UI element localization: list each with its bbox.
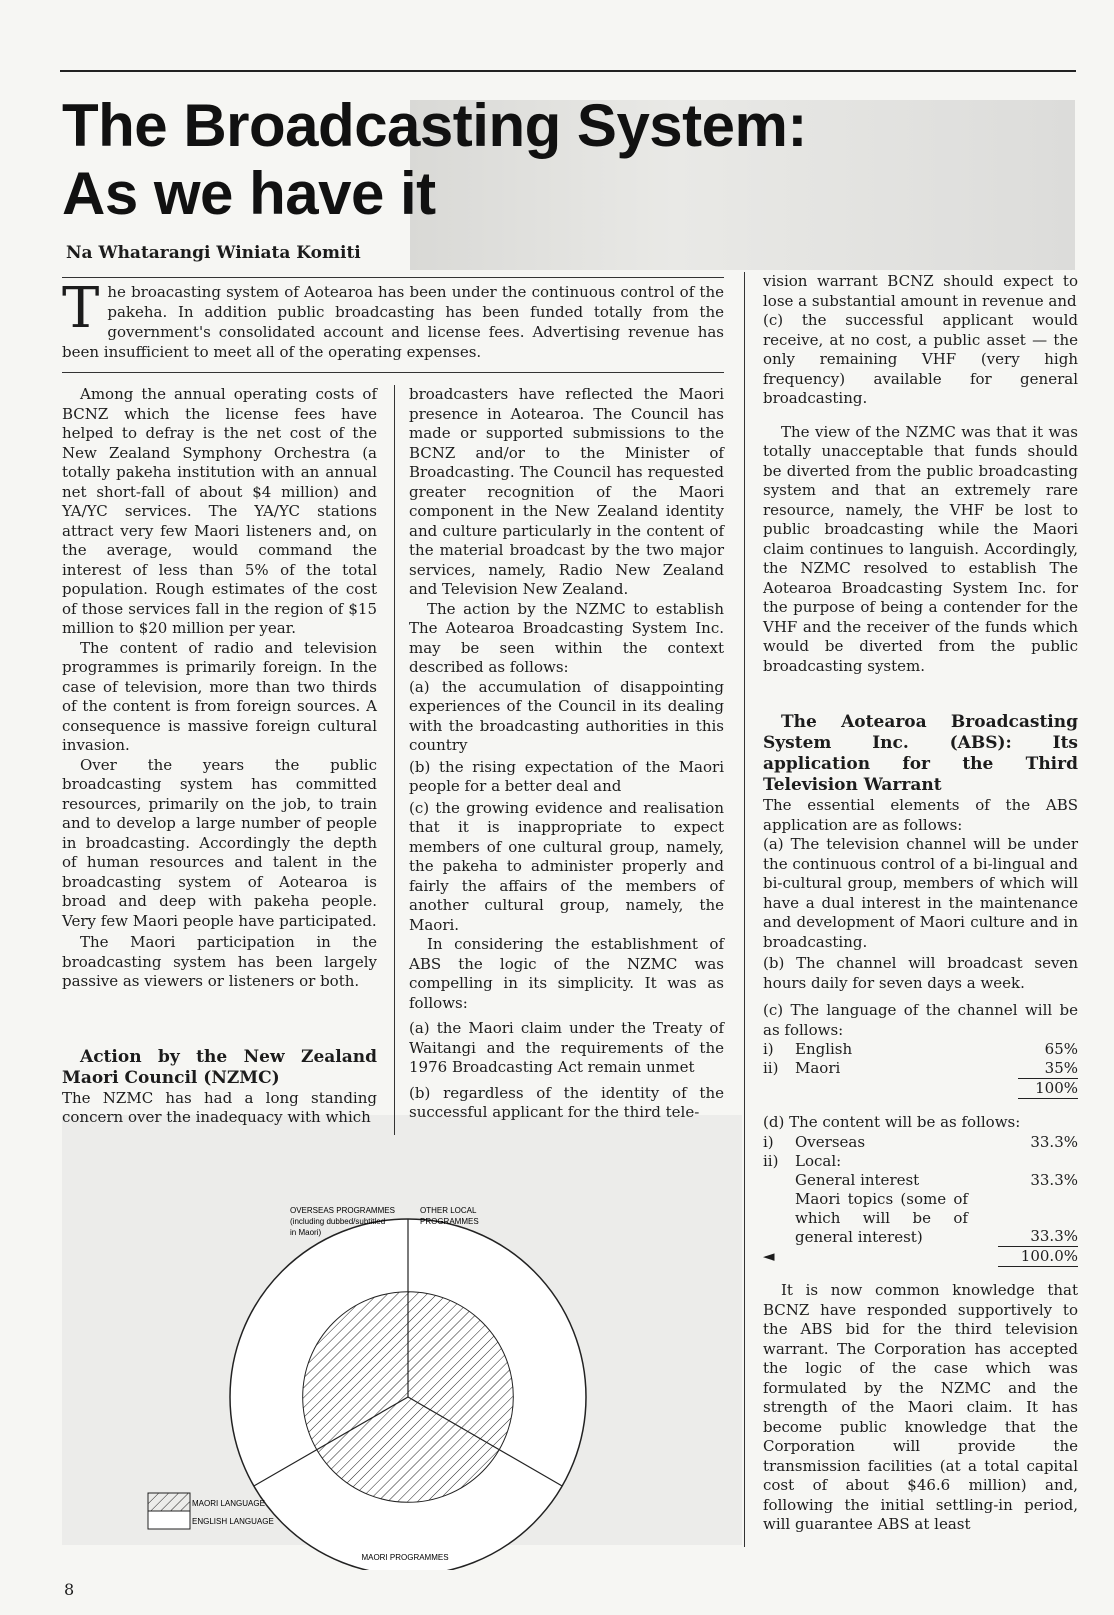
legend-label-maori: MAORI LANGUAGE [192, 1499, 265, 1508]
row-value: 33.3% [998, 1190, 1078, 1247]
row-name: Local: [795, 1151, 842, 1170]
paragraph: The action by the NZMC to establish The Aotearoa Broadcasting System Inc. may be seen within the context described as follows: [409, 599, 724, 676]
column-1 [62, 385, 377, 1128]
paragraph: The NZMC has had a long standing concern over the inadequacy with which [62, 1088, 377, 1126]
row-value: 35% [1018, 1059, 1078, 1079]
intro-rule-top [62, 277, 724, 278]
total-value: 100.0% [998, 1247, 1078, 1267]
paragraph: Over the years the public broadcasting system has committed resources, primarily on the job, to train and to develop a large number of people in broadcasting. Accordingly the depth of human resources and talent in the broadcasting system of Aotearoa is broad and deep with pakeha people. Very few Maori people have participated. [62, 755, 377, 930]
row-name: General interest [795, 1170, 920, 1189]
intro-text: he broacasting system of Aotearoa has been under the continuous control of the pakeha. In addition public broadcasting has been funded totally from the government's consolidated account and license fees. Advertising revenue has been insufficient to meet all of the operating expenses. [62, 283, 724, 361]
intro-paragraph [62, 276, 724, 362]
maori-programmes-label: MAORI PROGRAMMES [361, 1553, 449, 1562]
content-table [763, 1133, 1078, 1268]
row-name: Overseas [795, 1132, 866, 1151]
paragraph: The content of radio and television programmes is primarily foreign. In the case of television, more than two thirds of the content is from foreign sources. A consequence is massive foreign cultural invasion. [62, 638, 377, 754]
list-item: (b) The channel will broadcast seven hours daily for seven days a week. [763, 954, 1078, 992]
table-row [763, 1133, 1078, 1152]
pie-marks [230, 1219, 586, 1570]
row-value: 65% [1044, 1040, 1078, 1058]
list-item: (a) the Maori claim under the Treaty of Waitangi and the requirements of the 1976 Broadcasting Act remain unmet [409, 1019, 724, 1076]
column-rule-1 [394, 385, 395, 1135]
row-value: 33.3% [1030, 1132, 1078, 1151]
list-item: (a) the accumulation of disappointing experiences of the Council in its dealing with the broadcasting authorities in this country [409, 677, 724, 754]
title-line-1: The Broadcasting System: [62, 92, 807, 159]
legend-swatch-plain [148, 1511, 190, 1529]
list-item: (d) The content will be as follows: [763, 1113, 1021, 1131]
programme-pie-chart [140, 1165, 660, 1570]
paragraph: The view of the NZMC was that it was totally unacceptable that funds should be diverted from the public broadcasting system and that an extremely rare resource, namely, the VHF be lost to public broadcasting while the Maori claim continues to languish. Accordingly, the NZMC resolved to establish The Aotearoa Broadcasting System Inc. for the purpose of being a contender for the VHF and the receiver of the funds which would be diverted from the public broadcasting system. [763, 422, 1078, 675]
paragraph: vision warrant BCNZ should expect to lose a substantial amount in revenue and [763, 272, 1078, 310]
page-number: 8 [64, 1580, 75, 1599]
row-name: Maori topics (some of which will be of general interest) [795, 1189, 968, 1246]
overseas-label-2: (including dubbed/subtitled [290, 1217, 386, 1226]
list-item: (b) the rising expectation of the Maori people for a better deal and [409, 757, 724, 795]
paragraph: It is now common knowledge that BCNZ have responded supportively to the ABS bid for the third television warrant. The Corporation has accepted the logic of the case which was formulated by the NZMC and the strength of the Maori claim. It has become public knowledge that the Corporation will provide the transmission facilities (at a total capital cost of about $46.6 million) and, following the initial settling-in period, will guarantee ABS at least [763, 1281, 1078, 1533]
paragraph: The essential elements of the ABS application are as follows: [763, 796, 1078, 834]
list-item: (c) the growing evidence and realisation that it is inappropriate to expect members of one cultural group, namely, the pakeha to administer properly and fairly the affairs of the members of another cultural group, namely, the Maori. [409, 798, 724, 934]
table-row [763, 1079, 1078, 1099]
other-local-label-2: PROGRAMMES [420, 1217, 479, 1226]
total-value: 100% [1018, 1079, 1078, 1099]
row-name: Maori [795, 1059, 841, 1077]
overseas-label-1: OVERSEAS PROGRAMMES [290, 1206, 395, 1215]
language-table [763, 1040, 1078, 1099]
intro-rule-bottom [62, 372, 724, 373]
column-3 [763, 272, 1078, 1535]
legend-swatch-hatched [148, 1493, 190, 1511]
arrow-icon: ◄ [763, 1246, 775, 1265]
row-value: 33.3% [1030, 1170, 1078, 1189]
table-row [763, 1190, 1078, 1247]
list-item: (b) regardless of the identity of the successful applicant for the third tele- [409, 1083, 724, 1121]
paragraph: In considering the establishment of ABS the logic of the NZMC was compelling in its simplicity. It was as follows: [409, 935, 724, 1012]
column-2 [409, 385, 724, 1123]
paragraph: The Maori participation in the broadcasting system has been largely passive as viewers or listeners or both. [62, 933, 377, 990]
overseas-label-3: in Maori) [290, 1228, 322, 1237]
section-heading: Action by the New Zealand Maori Council (NZMC) [62, 1046, 377, 1088]
row-name: English [795, 1040, 853, 1058]
list-item: (c) The language of the channel will be as follows: [763, 1001, 1078, 1039]
byline: Na Whatarangi Winiata Komiti [66, 243, 361, 263]
section-heading: The Aotearoa Broadcasting System Inc. (ABS): Its application for the Third Television Warrant [763, 712, 1078, 795]
title-line-2: As we have it [62, 160, 436, 227]
list-item: (a) The television channel will be under the continuous control of a bi-lingual and bi-cultural group, members of which will have a dual interest in the maintenance and development of Maori culture and in broadcasting. [763, 835, 1078, 951]
table-row [763, 1059, 1078, 1079]
article-title [62, 92, 807, 228]
paragraph: broadcasters have reflected the Maori presence in Aotearoa. The Council has made or supported submissions to the BCNZ and/or to the Minister of Broadcasting. The Council has requested greater recognition of the Maori component in the New Zealand identity and culture particularly in the content of the material broadcast by the two major services, namely, Radio New Zealand and Television New Zealand. [409, 385, 724, 598]
row-label: ii) [763, 1151, 779, 1170]
table-row [763, 1247, 1078, 1267]
column-rule-2 [744, 272, 745, 1547]
drop-cap: T [62, 276, 100, 341]
header-rule [60, 70, 1076, 72]
table-row [763, 1040, 1078, 1059]
row-label: ii) [763, 1059, 779, 1077]
list-item: (c) the successful applicant would receive, at no cost, a public asset — the only remaining VHF (very high frequency) available for general broadcasting. [763, 311, 1078, 407]
legend-label-english: ENGLISH LANGUAGE [192, 1517, 274, 1526]
other-local-label-1: OTHER LOCAL [420, 1206, 477, 1215]
table-row [763, 1152, 1078, 1171]
paragraph: Among the annual operating costs of BCNZ which the license fees have helped to defray is the net cost of the New Zealand Symphony Orchestra (a totally pakeha institution with an annual net short-fall of about $4 million) and YA/YC services. The YA/YC stations attract very few Maori listeners and, on the average, would command the interest of less than 5% of the total population. Rough estimates of the cost of those services fall in the region of $15 million to $20 million per year. [62, 385, 377, 637]
table-row [763, 1171, 1078, 1190]
row-label: i) [763, 1132, 774, 1151]
row-label: i) [763, 1040, 774, 1058]
